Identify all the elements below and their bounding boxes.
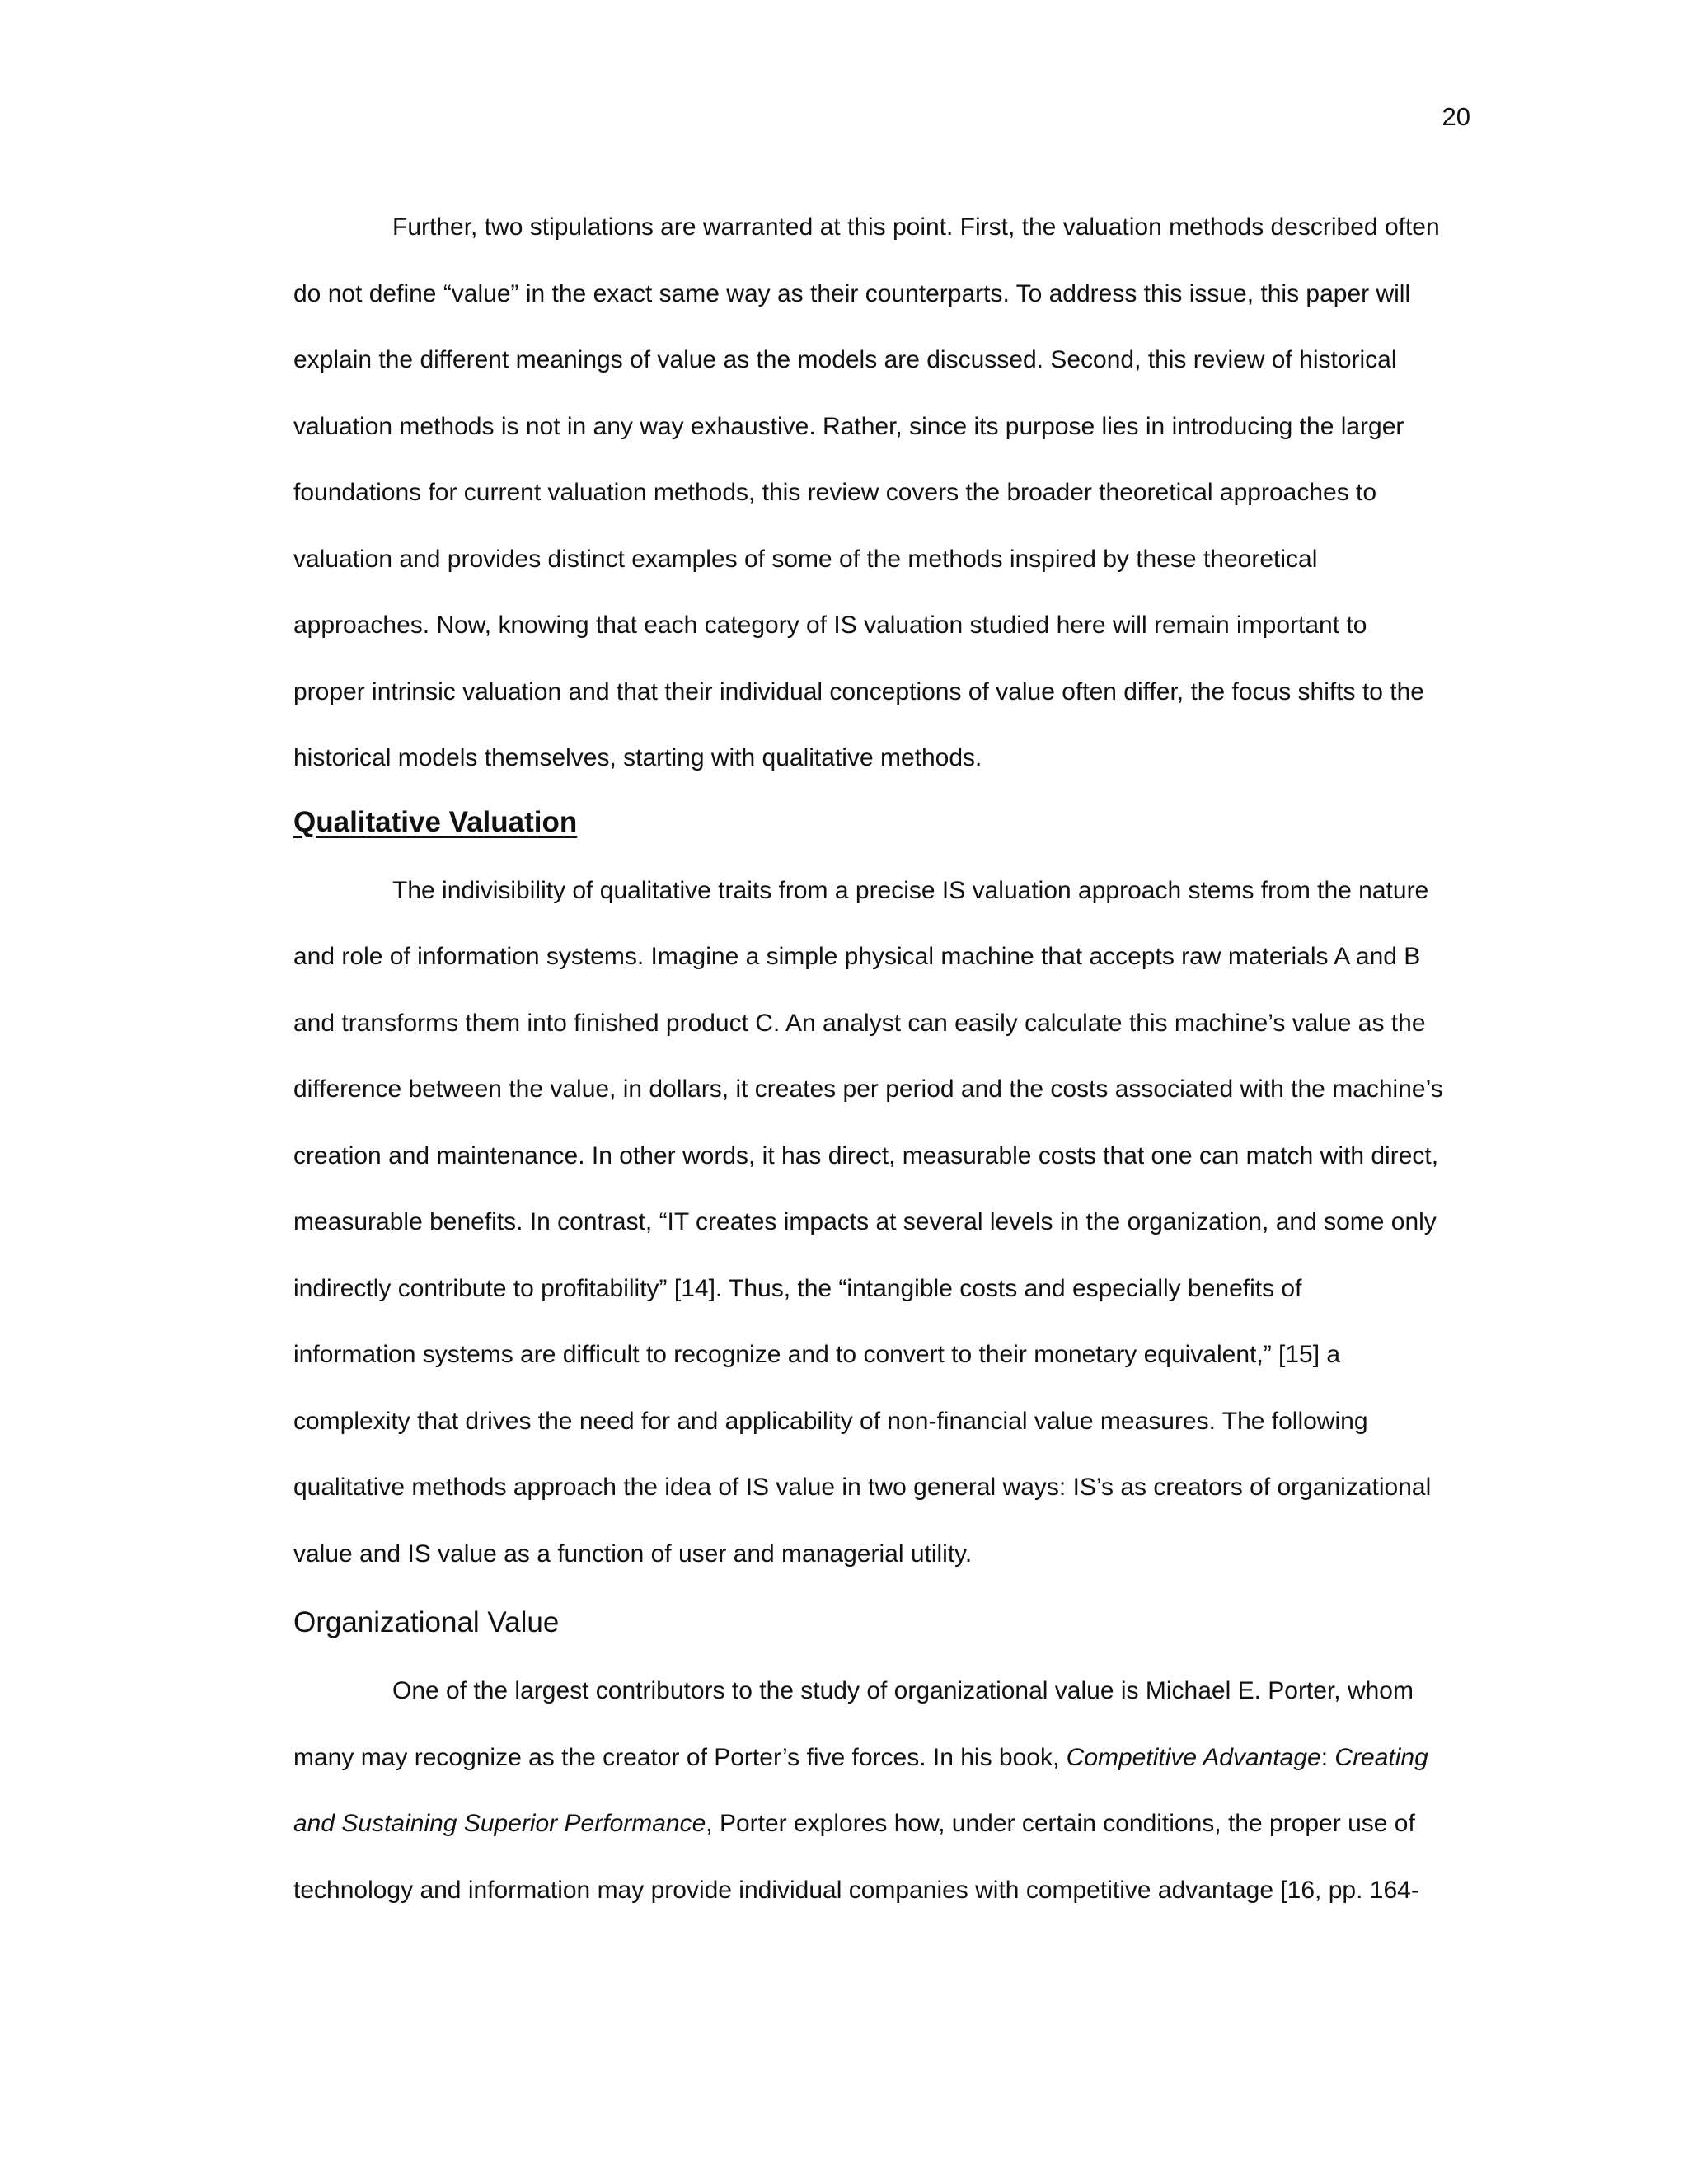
- paragraph-line: and transforms them into finished product C. An analyst can easily calculate this machine’s value as the: [293, 1009, 1426, 1037]
- paragraph-line: proper intrinsic valuation and that their individual conceptions of value often differ, the focus shifts to the: [293, 677, 1424, 705]
- paragraph-line: do not define “value” in the exact same way as their counterparts. To address this issue, this paper will: [293, 279, 1411, 307]
- text-run: :: [1320, 1743, 1335, 1771]
- page-number: 20: [1442, 102, 1470, 131]
- paragraph-line: The indivisibility of qualitative traits from a precise IS valuation approach stems from the nature: [392, 876, 1429, 904]
- paragraph-line: value and IS value as a function of user and managerial utility.: [293, 1540, 973, 1568]
- paragraph-line: Further, two stipulations are warranted at this point. First, the valuation methods described often: [392, 213, 1440, 241]
- paragraph-line: qualitative methods approach the idea of IS value in two general ways: IS’s as creators of organizational: [293, 1474, 1432, 1501]
- paragraph-line: foundations for current valuation methods, this review covers the broader theoretical approaches to: [293, 479, 1377, 506]
- book-title-italic: and Sustaining Superior Performance: [293, 1810, 706, 1837]
- paragraph-line: valuation and provides distinct examples of some of the methods inspired by these theoretical: [293, 545, 1318, 573]
- paragraph-line: explain the different meanings of value as the models are discussed. Second, this review of historical: [293, 346, 1397, 373]
- paragraph-line: One of the largest contributors to the study of organizational value is Michael E. Porter, whom: [392, 1677, 1414, 1704]
- paragraph-line: indirectly contribute to profitability” [14]. Thus, the “intangible costs and especially benefits of: [293, 1274, 1302, 1302]
- paragraph-line: [293, 1791, 1467, 1858]
- paragraph-line: creation and maintenance. In other words, it has direct, measurable costs that one can match with direct,: [293, 1141, 1439, 1169]
- subsection-heading-organizational-value: Organizational Value: [293, 1606, 560, 1638]
- paragraph-intro: [293, 194, 1467, 792]
- section-heading-qualitative-valuation: Qualitative Valuation: [293, 805, 578, 838]
- paragraph-line: difference between the value, in dollars, it creates per period and the costs associated with the machine’s: [293, 1076, 1443, 1103]
- paragraph-line: measurable benefits. In contrast, “IT creates impacts at several levels in the organization, and some only: [293, 1208, 1437, 1235]
- paragraph-line: and role of information systems. Imagine a simple physical machine that accepts raw materials A and B: [293, 943, 1421, 970]
- paragraph-line: complexity that drives the need for and applicability of non-financial value measures. The following: [293, 1407, 1368, 1435]
- text-run: many may recognize as the creator of Porter’s five forces. In his book,: [293, 1743, 1067, 1771]
- paragraph-qualitative: [293, 858, 1467, 1588]
- paragraph-line: valuation methods is not in any way exhaustive. Rather, since its purpose lies in introducing the larger: [293, 412, 1404, 440]
- paragraph-line: historical models themselves, starting with qualitative methods.: [293, 744, 982, 771]
- document-body: [293, 194, 1467, 1924]
- book-title-italic: Creating: [1334, 1743, 1428, 1771]
- paragraph-line: information systems are difficult to recognize and to convert to their monetary equivalent,” [15] a: [293, 1341, 1341, 1368]
- paragraph-line: [293, 1725, 1467, 1792]
- text-run: , Porter explores how, under certain conditions, the proper use of: [706, 1810, 1415, 1837]
- paragraph-line: approaches. Now, knowing that each category of IS valuation studied here will remain important to: [293, 612, 1367, 639]
- paragraph-line: technology and information may provide individual companies with competitive advantage [16, pp. 164-: [293, 1876, 1419, 1904]
- paragraph-organizational: [293, 1658, 1467, 1924]
- book-title-italic: Competitive Advantage: [1066, 1743, 1321, 1771]
